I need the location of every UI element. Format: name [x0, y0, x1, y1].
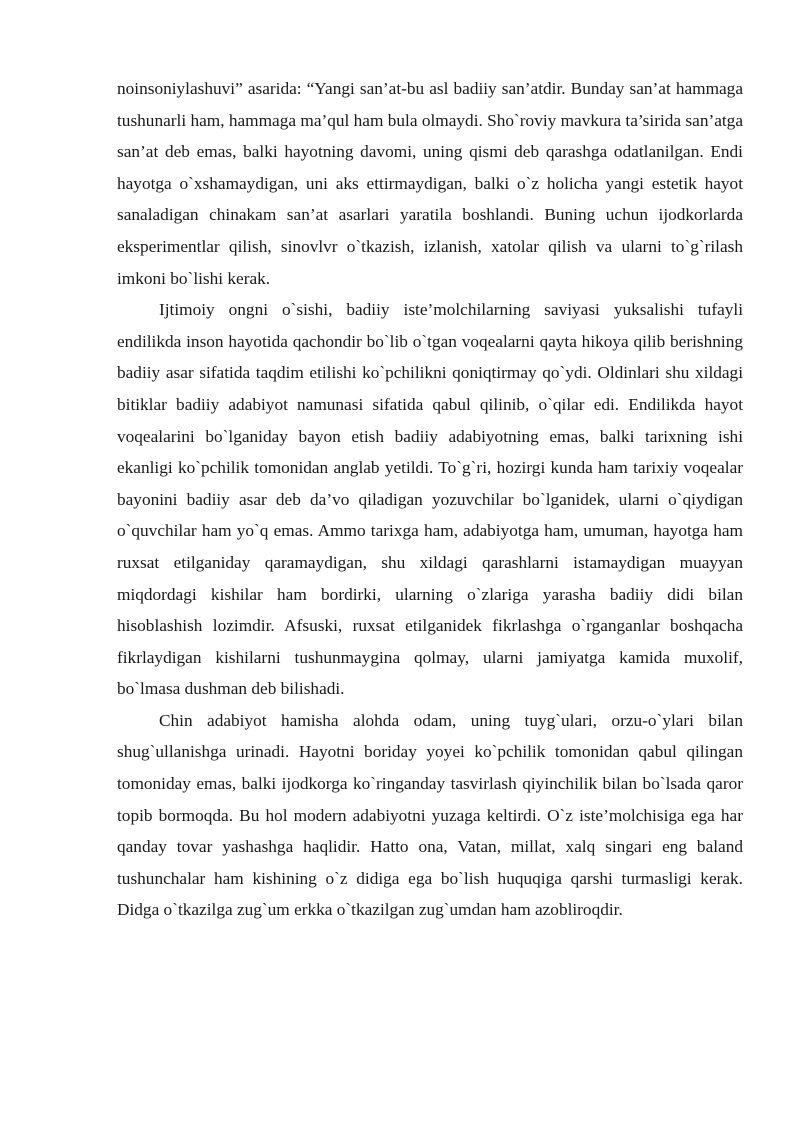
paragraph-3: Chin adabiyot hamisha alohda odam, uning tuyg`ulari, orzu-o`ylari bilan shug`ullanishga urinadi. Hayotni boriday yoyei ko`pchilik tomonidan qabul qilingan tomoniday emas, balki ijodkorga ko`ringanday tasvirlash qiyinchilik bilan bo`lsada qaror topib bormoqda. Bu hol modern adabiyotni yuzaga keltirdi. O`z iste’molchisiga ega har qanday tovar yashashga haqlidir. Hatto ona, Vatan, millat, xalq singari eng baland tushunchalar ham kishining o`z didiga ega bo`lish huquqiga qarshi turmasligi kerak. Didga o`tkazilga zug`um erkka o`tkazilgan zug`umdan ham azobliroqdir.	[117, 710, 743, 920]
paragraph-1: noinsoniylashuvi” asarida: “Yangi san’at-bu asl badiiy san’atdir. Bunday san’at hammaga tushunarli ham, hammaga ma’qul ham bula olmaydi. Sho`roviy mavkura ta’sirida san’atga san’at deb emas, balki hayotning davomi, uning qismi deb qarashga odatlanilgan. Endi hayotga o`xshamaydigan, uni aks ettirmaydigan, balki o`z holicha yangi estetik hayot sanaladigan chinakam san’at asarlari yaratila boshlandi. Buning uchun ijodkorlarda eksperimentlar qilish, sinovlvr o`tkazish, izlanish, xatolar qilish va ularni to`g`rilash imkoni bo`lishi kerak.	[117, 79, 743, 288]
body-text	[117, 73, 743, 926]
paragraph-2: Ijtimoiy ongni o`sishi, badiiy iste’molchilarning saviyasi yuksalishi tufayli endilikda inson hayotida qachondir bo`lib o`tgan voqealarni qayta hikoya qilib berishning badiiy asar sifatida taqdim etilishi ko`pchilikni qoniqtirmay qo`ydi. Oldinlari shu xildagi bitiklar badiiy adabiyot namunasi sifatida qabul qilinib, o`qilar edi. Endilikda hayot voqealarini bo`lganiday bayon etish badiiy adabiyotning emas, balki tarixning ishi ekanligi ko`pchilik tomonidan anglab yetildi. To`g`ri, hozirgi kunda ham tarixiy voqealar bayonini badiiy asar deb da’vo qiladigan yozuvchilar bo`lganidek, ularni o`qiydigan o`quvchilar ham yo`q emas. Ammo tarixga ham, adabiyotga ham, umuman, hayotga ham ruxsat etilganiday qaramaydigan, shu xildagi qarashlarni istamaydigan muayyan miqdordagi kishilar ham bordirki, ularning o`zlariga yarasha badiiy didi bilan hisoblashish lozimdir. Afsuski, ruxsat etilganidek fikrlashga o`rganganlar boshqacha fikrlaydigan kishilarni tushunmaygina qolmay, ularni jamiyatga kamida muxolif, bo`lmasa dushman deb bilishadi.	[117, 300, 743, 699]
